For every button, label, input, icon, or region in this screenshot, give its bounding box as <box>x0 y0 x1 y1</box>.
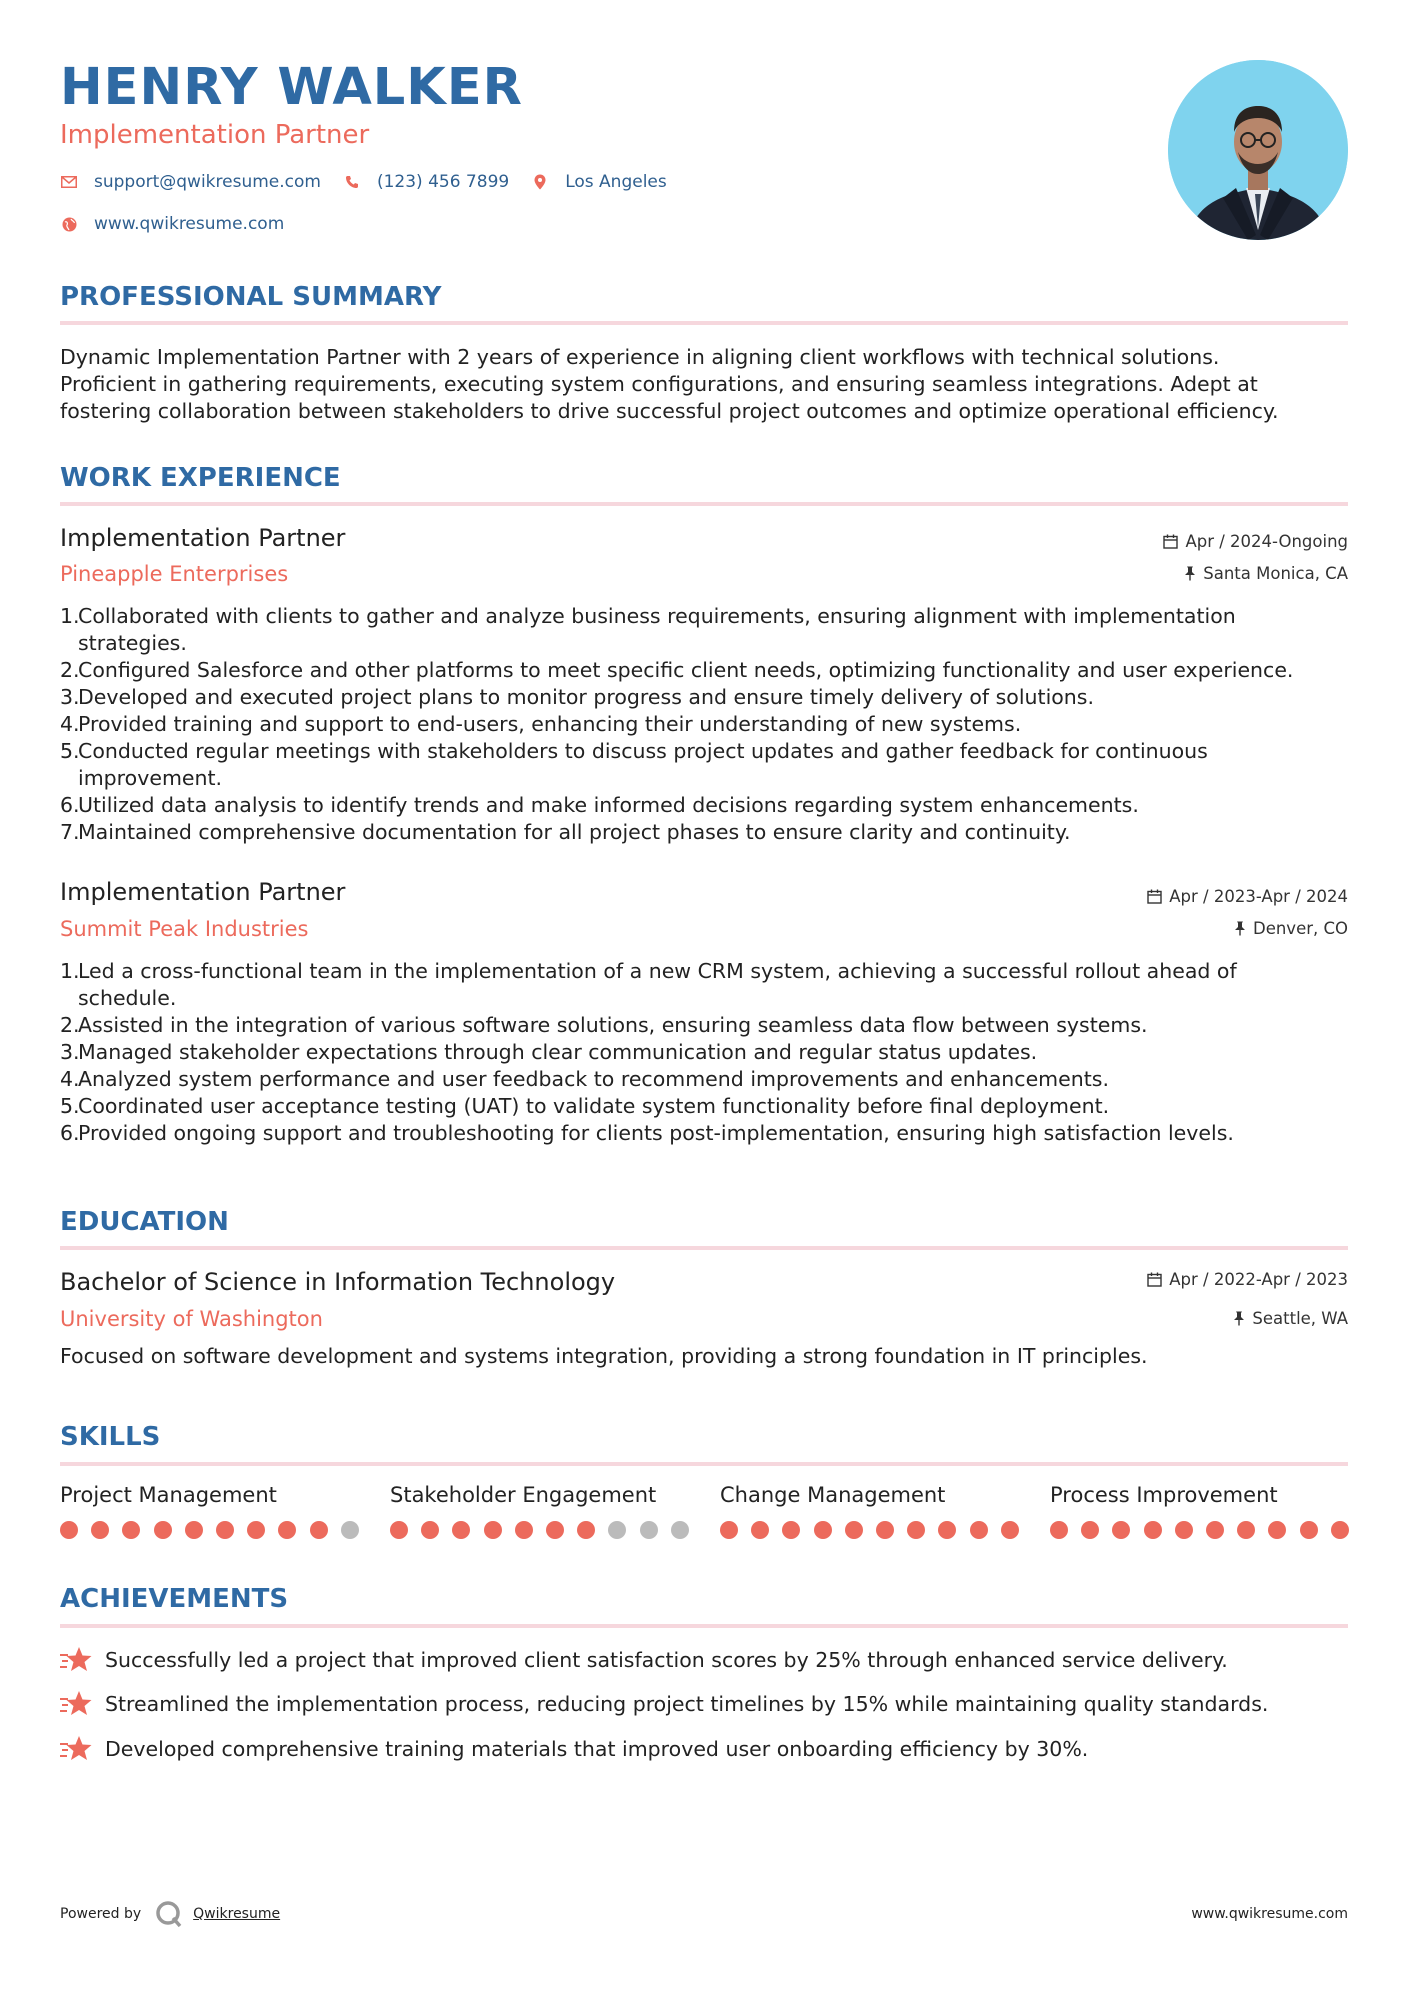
rating-dot-filled <box>577 1521 595 1539</box>
rating-dot-filled <box>484 1521 502 1539</box>
rating-dot-filled <box>1206 1521 1224 1539</box>
skill-name: Process Improvement <box>1050 1483 1278 1507</box>
achievement-text: Developed comprehensive training materials that improved user onboarding efficiency by 30%. <box>105 1737 1089 1761</box>
skill-rating <box>720 1521 1032 1539</box>
rating-dot-filled <box>751 1521 769 1539</box>
achievement-text: Successfully led a project that improved client satisfaction scores by 25% through enhanced service delivery. <box>105 1648 1228 1672</box>
rating-dot-filled <box>216 1521 234 1539</box>
rating-dot-filled <box>720 1521 738 1539</box>
item-number: 1. <box>60 959 80 983</box>
rating-dot-filled <box>546 1521 564 1539</box>
rating-dot-filled <box>390 1521 408 1539</box>
education-degree: Bachelor of Science in Information Technology <box>60 1268 616 1296</box>
rating-dot-filled <box>1331 1521 1349 1539</box>
skill-item <box>1050 1483 1350 1507</box>
rating-dot-filled <box>1050 1521 1068 1539</box>
job-date-text: Apr / 2024-Ongoing <box>1185 532 1348 551</box>
item-text-cont: improvement. <box>78 766 223 790</box>
achievements-heading: ACHIEVEMENTS <box>60 1584 289 1614</box>
list-item <box>60 792 1350 819</box>
job-location-text: Santa Monica, CA <box>1203 564 1348 583</box>
item-text-cont: schedule. <box>78 986 177 1010</box>
item-text-cont: strategies. <box>78 631 187 655</box>
job-company: Pineapple Enterprises <box>60 562 289 586</box>
skill-rating <box>390 1521 702 1539</box>
item-text: Analyzed system performance and user feedback to recommend improvements and enhancements. <box>78 1067 1109 1091</box>
skill-rating <box>60 1521 372 1539</box>
rating-dot-filled <box>91 1521 109 1539</box>
item-number: 2. <box>60 658 80 682</box>
list-item <box>60 819 1350 846</box>
rating-dot-filled <box>122 1521 140 1539</box>
skill-name: Change Management <box>720 1483 946 1507</box>
rating-dot-filled <box>421 1521 439 1539</box>
list-item <box>60 711 1350 738</box>
summary-line: Dynamic Implementation Partner with 2 years of experience in aligning client workflows with technical solutions. <box>60 345 1220 369</box>
item-text: Conducted regular meetings with stakeholders to discuss project updates and gather feedback for continuous <box>78 739 1208 763</box>
rating-dot-filled <box>60 1521 78 1539</box>
job-duties <box>60 958 1350 1147</box>
list-item <box>60 958 1350 1012</box>
summary-heading: PROFESSIONAL SUMMARY <box>60 282 442 312</box>
education-location <box>1233 1309 1348 1328</box>
list-item <box>60 1066 1350 1093</box>
item-text: Managed stakeholder expectations through clear communication and regular status updates. <box>78 1040 1038 1064</box>
item-text: Provided training and support to end-users, enhancing their understanding of new systems. <box>78 712 1022 736</box>
achievement-item <box>60 1646 1228 1674</box>
item-text: Assisted in the integration of various software solutions, ensuring seamless data flow between systems. <box>78 1013 1148 1037</box>
item-text: Coordinated user acceptance testing (UAT) to validate system functionality before final deployment. <box>78 1094 1110 1118</box>
rating-dot-filled <box>1175 1521 1193 1539</box>
candidate-name: HENRY WALKER <box>60 58 523 117</box>
item-number: 2. <box>60 1013 80 1037</box>
list-item <box>60 1012 1350 1039</box>
phone-icon <box>343 173 361 191</box>
pushpin-icon <box>1184 566 1196 581</box>
pushpin-icon <box>1233 1311 1245 1326</box>
envelope-icon <box>60 173 78 191</box>
item-text: Developed and executed project plans to monitor progress and ensure timely delivery of solutions. <box>78 685 1095 709</box>
calendar-icon <box>1147 1272 1162 1287</box>
calendar-icon <box>1147 889 1162 904</box>
powered-by-label: Powered by <box>60 1906 142 1922</box>
job-location-text: Denver, CO <box>1252 919 1348 938</box>
job-date <box>1147 887 1348 906</box>
rating-dot-filled <box>876 1521 894 1539</box>
list-item <box>60 1039 1350 1066</box>
rating-dot-filled <box>1300 1521 1318 1539</box>
rating-dot-empty <box>608 1521 626 1539</box>
item-text: Collaborated with clients to gather and analyze business requirements, ensuring alignment with implementation <box>78 604 1236 628</box>
section-divider <box>60 321 1348 325</box>
achievement-text: Streamlined the implementation process, reducing project timelines by 15% while maintaining quality standards. <box>105 1692 1269 1716</box>
contact-website[interactable]: www.qwikresume.com <box>94 214 285 234</box>
rating-dot-filled <box>185 1521 203 1539</box>
summary-text <box>60 344 1350 425</box>
skill-rating <box>1050 1521 1362 1539</box>
rating-dot-filled <box>814 1521 832 1539</box>
contact-email[interactable]: support@qwikresume.com <box>94 172 321 192</box>
education-heading: EDUCATION <box>60 1207 229 1237</box>
job-title: Implementation Partner <box>60 878 346 906</box>
achievement-item <box>60 1735 1088 1763</box>
rating-dot-empty <box>671 1521 689 1539</box>
item-text: Configured Salesforce and other platforms to meet specific client needs, optimizing functionality and user experience. <box>78 658 1294 682</box>
star-icon <box>60 1690 92 1718</box>
contact-row <box>60 172 689 192</box>
skill-name: Project Management <box>60 1483 277 1507</box>
candidate-title: Implementation Partner <box>60 120 370 150</box>
rating-dot-filled <box>154 1521 172 1539</box>
contact-phone[interactable]: (123) 456 7899 <box>376 172 510 192</box>
item-number: 5. <box>60 739 80 763</box>
achievement-item <box>60 1690 1268 1718</box>
section-divider <box>60 1246 1348 1250</box>
rating-dot-filled <box>247 1521 265 1539</box>
job-location <box>1234 919 1348 938</box>
map-pin-icon <box>531 173 549 191</box>
item-number: 4. <box>60 712 80 736</box>
section-divider <box>60 1462 1348 1466</box>
summary-line: fostering collaboration between stakeholders to drive successful project outcomes and optimize operational efficiency. <box>60 399 1279 423</box>
item-number: 6. <box>60 1121 80 1145</box>
section-divider <box>60 1624 1348 1628</box>
list-item <box>60 1093 1350 1120</box>
globe-icon <box>60 215 78 233</box>
item-text: Led a cross-functional team in the implementation of a new CRM system, achieving a successful rollout ahead of <box>78 959 1237 983</box>
job-company: Summit Peak Industries <box>60 917 309 941</box>
item-text: Utilized data analysis to identify trends and make informed decisions regarding system enhancements. <box>78 793 1139 817</box>
rating-dot-filled <box>515 1521 533 1539</box>
skill-name: Stakeholder Engagement <box>390 1483 657 1507</box>
footer-powered-by <box>60 1900 280 1928</box>
list-item <box>60 603 1350 657</box>
item-number: 4. <box>60 1067 80 1091</box>
rating-dot-filled <box>1112 1521 1130 1539</box>
rating-dot-empty <box>640 1521 658 1539</box>
job-location <box>1184 564 1348 583</box>
rating-dot-filled <box>1237 1521 1255 1539</box>
experience-heading: WORK EXPERIENCE <box>60 463 341 493</box>
section-divider <box>60 502 1348 506</box>
footer-website[interactable]: www.qwikresume.com <box>1191 1906 1348 1922</box>
item-number: 1. <box>60 604 80 628</box>
education-description: Focused on software development and systems integration, providing a strong foundation in IT principles. <box>60 1344 1148 1368</box>
item-number: 7. <box>60 820 80 844</box>
profile-photo <box>1168 60 1348 240</box>
job-duties <box>60 603 1350 846</box>
job-date <box>1163 532 1348 551</box>
skill-item <box>720 1483 1020 1507</box>
item-number: 6. <box>60 793 80 817</box>
item-number: 5. <box>60 1094 80 1118</box>
summary-line: Proficient in gathering requirements, executing system configurations, and ensuring seamless integrations. Adept at <box>60 372 1258 396</box>
education-school: University of Washington <box>60 1307 323 1331</box>
rating-dot-filled <box>845 1521 863 1539</box>
rating-dot-filled <box>938 1521 956 1539</box>
star-icon <box>60 1646 92 1674</box>
star-icon <box>60 1735 92 1763</box>
contact-location: Los Angeles <box>565 172 667 192</box>
rating-dot-filled <box>278 1521 296 1539</box>
item-text: Maintained comprehensive documentation for all project phases to ensure clarity and continuity. <box>78 820 1071 844</box>
calendar-icon <box>1163 534 1178 549</box>
rating-dot-filled <box>1268 1521 1286 1539</box>
rating-dot-filled <box>1144 1521 1162 1539</box>
item-number: 3. <box>60 1040 80 1064</box>
rating-dot-filled <box>782 1521 800 1539</box>
rating-dot-filled <box>1001 1521 1019 1539</box>
education-date-text: Apr / 2022-Apr / 2023 <box>1169 1270 1348 1289</box>
job-date-text: Apr / 2023-Apr / 2024 <box>1169 887 1348 906</box>
rating-dot-filled <box>452 1521 470 1539</box>
rating-dot-filled <box>907 1521 925 1539</box>
qwikresume-logo-icon <box>155 1900 183 1928</box>
rating-dot-filled <box>1081 1521 1099 1539</box>
list-item <box>60 657 1350 684</box>
rating-dot-empty <box>341 1521 359 1539</box>
rating-dot-filled <box>970 1521 988 1539</box>
rating-dot-filled <box>310 1521 328 1539</box>
pushpin-icon <box>1234 921 1246 936</box>
list-item <box>60 738 1350 792</box>
list-item <box>60 1120 1350 1147</box>
education-location-text: Seattle, WA <box>1252 1309 1348 1328</box>
qwikresume-link[interactable]: Qwikresume <box>193 1906 281 1922</box>
job-title: Implementation Partner <box>60 524 346 552</box>
contact-row-website <box>60 214 306 234</box>
skills-heading: SKILLS <box>60 1422 161 1452</box>
education-date <box>1147 1270 1348 1289</box>
skill-item <box>60 1483 360 1507</box>
item-number: 3. <box>60 685 80 709</box>
item-text: Provided ongoing support and troubleshooting for clients post-implementation, ensuring high satisfaction levels. <box>78 1121 1234 1145</box>
skill-item <box>390 1483 690 1507</box>
list-item <box>60 684 1350 711</box>
